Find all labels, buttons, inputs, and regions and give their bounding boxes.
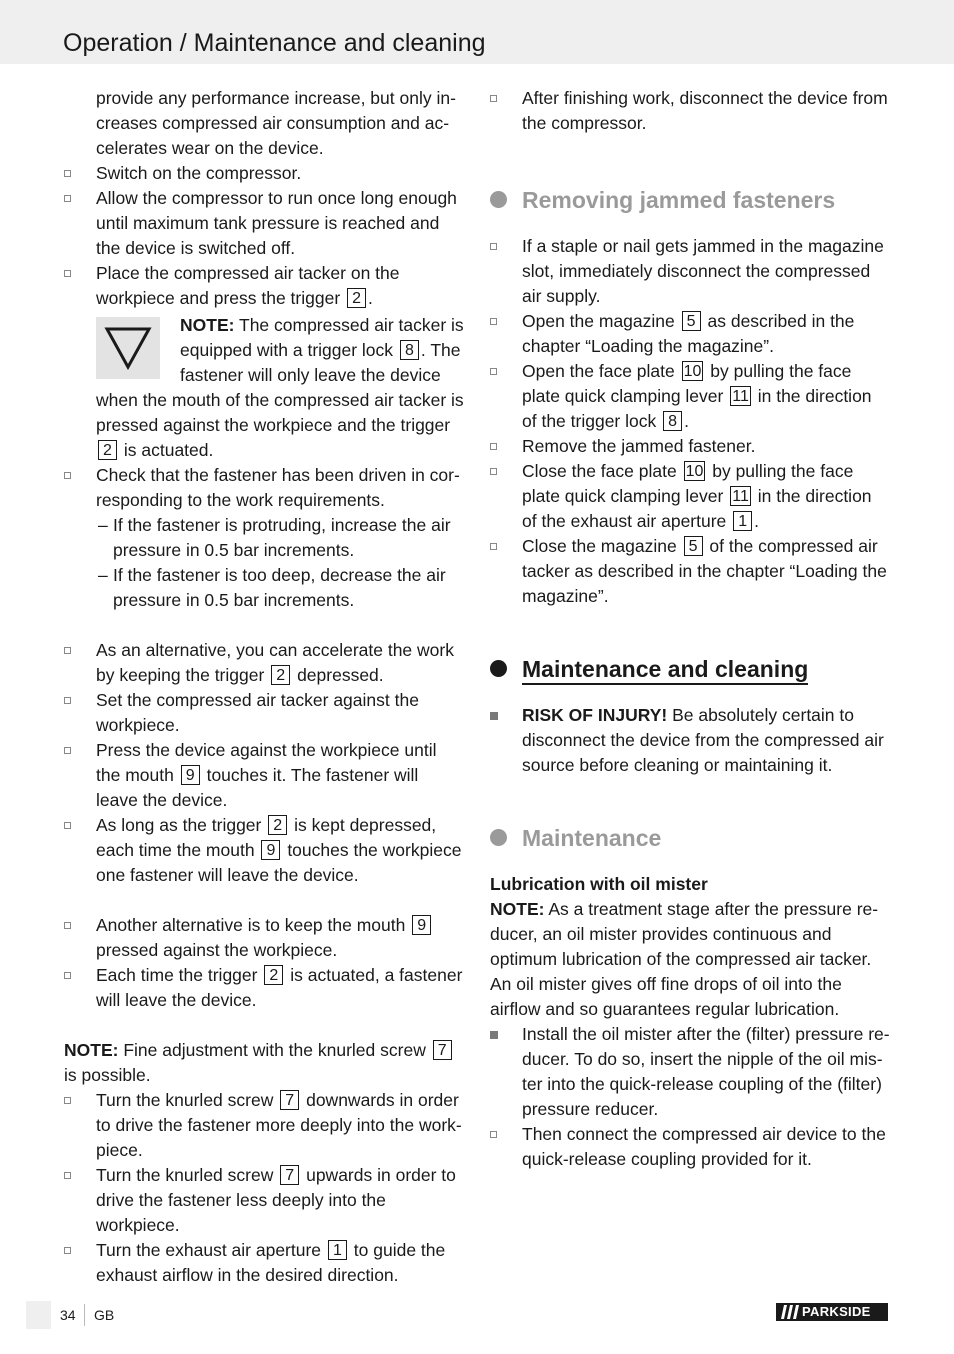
list-item-text: Then connect the compressed air device to the quick-release coupling provided for it. (522, 1124, 886, 1169)
list-item-text: touches it. The fastener will leave the device. (96, 765, 419, 810)
brand-logo (776, 1303, 888, 1321)
note-label: NOTE: (490, 899, 545, 919)
part-number-box: 9 (181, 765, 200, 785)
note-label: NOTE: (64, 1040, 119, 1060)
paragraph-text: provide any performance increase, but only increases compressed air consumption and accelerates wear on the device. (96, 88, 456, 158)
right-column (490, 86, 890, 1172)
list-item (490, 234, 890, 309)
dash-item (64, 563, 464, 613)
list-item (490, 534, 890, 609)
list-item (64, 738, 464, 813)
spacer (64, 613, 464, 638)
section-heading-maintenance-and-cleaning (490, 653, 890, 685)
list-item-text: Press the device against the workpiece until the mouth (96, 740, 437, 785)
open-square-bullet-icon (490, 368, 497, 375)
footer-divider (84, 1304, 85, 1326)
list-item-text: Set the compressed air tacker against the workpiece. (96, 690, 419, 735)
list-item (64, 638, 464, 688)
note-text: is actuated. (123, 440, 214, 460)
open-square-bullet-icon (64, 1172, 71, 1179)
open-square-bullet-icon (64, 270, 71, 277)
spacer (64, 888, 464, 913)
warning-item (490, 703, 890, 778)
brand-name: PARKSIDE (802, 1304, 871, 1319)
round-dot-icon (490, 191, 507, 208)
left-column (64, 86, 464, 1288)
round-dot-icon (490, 660, 507, 677)
dash-item-text: If the fastener is protruding, increase the air pressure in 0.5 bar increments. (113, 515, 451, 560)
section-title: Maintenance (522, 825, 662, 851)
note-text-below-icon (96, 388, 464, 463)
list-item (490, 434, 890, 459)
part-number-box: 7 (280, 1165, 299, 1185)
brand-stripes-icon (781, 1305, 799, 1319)
open-square-bullet-icon (490, 443, 497, 450)
list-item-text: Close the face plate (522, 461, 677, 481)
part-number-box: 2 (98, 440, 117, 460)
note-text: is possible. (64, 1065, 151, 1085)
list-item (64, 161, 464, 186)
dash-item (64, 513, 464, 563)
list-item-text: downwards in order to drive the fastener more deeply into the workpiece. (96, 1090, 462, 1160)
list-item-text: by pulling the face plate quick clamping lever (522, 461, 854, 506)
note-paragraph (64, 1038, 464, 1088)
list-item (490, 309, 890, 359)
part-number-box: 9 (261, 840, 280, 860)
spacer (490, 685, 890, 703)
list-item-text: Turn the exhaust air aperture (96, 1240, 322, 1260)
list-item-text: . (684, 411, 689, 431)
list-item-text: Close the magazine (522, 536, 677, 556)
list-item (490, 86, 890, 136)
dash-mark: – (98, 565, 108, 585)
list-item-text: Turn the knurled screw (96, 1090, 274, 1110)
open-square-bullet-icon (64, 1097, 71, 1104)
section-heading-removing-jammed-fasteners (490, 184, 890, 216)
part-number-box: 11 (732, 388, 749, 405)
spacer (64, 1013, 464, 1038)
part-number-box: 2 (264, 965, 283, 985)
open-square-bullet-icon (490, 95, 497, 102)
language-code: GB (94, 1307, 115, 1323)
section-heading-maintenance (490, 822, 890, 854)
dash-mark: – (98, 515, 108, 535)
list-item-text: . (754, 511, 760, 531)
open-square-bullet-icon (64, 1247, 71, 1254)
list-item-text: Open the magazine (522, 311, 675, 331)
part-number-box: 2 (271, 665, 290, 685)
spacer (490, 216, 890, 234)
list-item-text: by pulling the face plate quick clamping lever (522, 361, 852, 406)
part-number-box: 5 (682, 311, 701, 331)
list-item-text: in the direction of the trigger lock (522, 386, 872, 431)
open-square-bullet-icon (490, 1131, 497, 1138)
filled-square-bullet-icon (490, 1031, 498, 1039)
note-text: As a treatment stage after the pressure reducer, an oil mister provides continuous and optimum lubrication of the compressed air tacker. An oil mister gives off fine drops of oil into the airflow and so guarantees regular lubrication. (490, 899, 879, 1019)
open-square-bullet-icon (64, 647, 71, 654)
open-square-bullet-icon (490, 468, 497, 475)
list-item-text: of the compressed air tacker as described in the chapter “Loading the magazine”. (522, 536, 887, 606)
list-item-text: Each time the trigger (96, 965, 258, 985)
part-number-box: 7 (433, 1040, 452, 1060)
list-item-text: Install the oil mister after the (filter) pressure reducer. To do so, insert the nipple of the oil mister into the quick-release coupling of the (filter) pressure reducer. (522, 1024, 890, 1119)
section-title: Maintenance and cleaning (522, 656, 808, 685)
list-item (490, 459, 890, 534)
list-item-text: is kept depressed, each time the mouth (96, 815, 437, 860)
list-item (64, 813, 464, 888)
part-number-box: 8 (400, 340, 419, 360)
list-item-text: Open the face plate (522, 361, 675, 381)
part-number-box: 7 (280, 1090, 299, 1110)
part-number-box: 8 (663, 411, 682, 431)
page-number: 34 (60, 1307, 76, 1323)
note-text: Fine adjustment with the knurled screw (123, 1040, 426, 1060)
list-item-text: as described in the chapter “Loading the magazine”. (522, 311, 855, 356)
open-square-bullet-icon (64, 922, 71, 929)
open-square-bullet-icon (64, 697, 71, 704)
list-item-text: Turn the knurled screw (96, 1165, 274, 1185)
note-with-warning (64, 313, 464, 463)
spacer (490, 778, 890, 822)
list-item-text: to guide the exhaust airflow in the desired direction. (96, 1240, 446, 1285)
part-number-box: 9 (412, 915, 431, 935)
page-header (0, 0, 954, 64)
list-item-text: Another alternative is to keep the mouth (96, 915, 406, 935)
list-item-text: Switch on the compressor. (96, 163, 302, 183)
spacer (490, 136, 890, 184)
list-item-text: depressed. (297, 665, 384, 685)
open-square-bullet-icon (64, 170, 71, 177)
list-item-text: After finishing work, disconnect the device from the compressor. (522, 88, 888, 133)
list-item (490, 359, 890, 434)
spacer (490, 854, 890, 872)
open-square-bullet-icon (490, 243, 497, 250)
open-square-bullet-icon (64, 747, 71, 754)
list-item-text: . (368, 288, 373, 308)
list-item-text: upwards in order to drive the fastener less deeply into the workpiece. (96, 1165, 456, 1235)
warning-text: Be absolutely certain to disconnect the device from the compressed air source before cleaning or maintaining it. (522, 705, 884, 775)
list-item (64, 913, 464, 963)
dash-item-text: If the fastener is too deep, decrease the air pressure in 0.5 bar increments. (113, 565, 446, 610)
list-item (64, 186, 464, 261)
open-square-bullet-icon (64, 822, 71, 829)
list-item (64, 1238, 464, 1288)
part-number-box: 5 (684, 536, 703, 556)
open-square-bullet-icon (64, 195, 71, 202)
list-item-text: If a staple or nail gets jammed in the magazine slot, immediately disconnect the compressed air supply. (522, 236, 884, 306)
footer-marker (26, 1301, 51, 1329)
paragraph-continuation (64, 86, 464, 161)
part-number-box: 1 (733, 511, 752, 531)
part-number-box: 1 (328, 1240, 347, 1260)
list-item-text: As long as the trigger (96, 815, 262, 835)
list-item-text: Check that the fastener has been driven in corresponding to the work requirements. (96, 465, 460, 510)
list-item (64, 261, 464, 311)
list-item-text: is actuated, a fastener will leave the device. (96, 965, 463, 1010)
subheading-lubrication: Lubrication with oil mister (490, 874, 708, 894)
warning-label: RISK OF INJURY! (522, 705, 668, 725)
part-number-box: 10 (685, 463, 704, 480)
list-item-text: touches the workpiece one fastener will leave the device. (96, 840, 462, 885)
list-item (64, 1163, 464, 1238)
list-item (64, 963, 464, 1013)
list-item (490, 1122, 890, 1172)
note-text: The compressed air tacker is equipped with a trigger lock (180, 315, 464, 360)
section-title: Removing jammed fasteners (522, 187, 836, 213)
part-number-box: 2 (268, 815, 287, 835)
list-item-text: As an alternative, you can accelerate the work by keeping the trigger (96, 640, 454, 685)
list-item (64, 1088, 464, 1163)
page-title: Operation / Maintenance and cleaning (63, 29, 486, 57)
list-item-text: Remove the jammed fastener. (522, 436, 756, 456)
list-item-text: Allow the compressor to run once long enough until maximum tank pressure is reached and the device is switched off. (96, 188, 457, 258)
open-square-bullet-icon (490, 318, 497, 325)
note-paragraph (490, 897, 890, 1022)
note-label: NOTE: (180, 315, 235, 335)
part-number-box: 2 (347, 288, 366, 308)
open-square-bullet-icon (64, 472, 71, 479)
list-item (490, 1022, 890, 1122)
part-number-box: 10 (683, 363, 702, 380)
note-text: . (420, 340, 426, 360)
open-square-bullet-icon (490, 543, 497, 550)
list-item (64, 688, 464, 738)
part-number-box: 11 (732, 488, 749, 505)
list-item-text: pressed against the workpiece. (96, 940, 338, 960)
round-dot-icon (490, 829, 507, 846)
warning-triangle-icon (96, 317, 160, 379)
filled-square-bullet-icon (490, 712, 498, 720)
open-square-bullet-icon (64, 972, 71, 979)
note-text: The fastener will only leave the device (180, 340, 461, 385)
list-item-text: Place the compressed air tacker on the workpiece and press the trigger (96, 263, 400, 308)
list-item-text: in the direction of the exhaust air aperture (522, 486, 872, 531)
spacer (490, 609, 890, 653)
list-item (64, 463, 464, 513)
note-text: when the mouth of the compressed air tacker is pressed against the workpiece and the trigger (96, 390, 464, 435)
